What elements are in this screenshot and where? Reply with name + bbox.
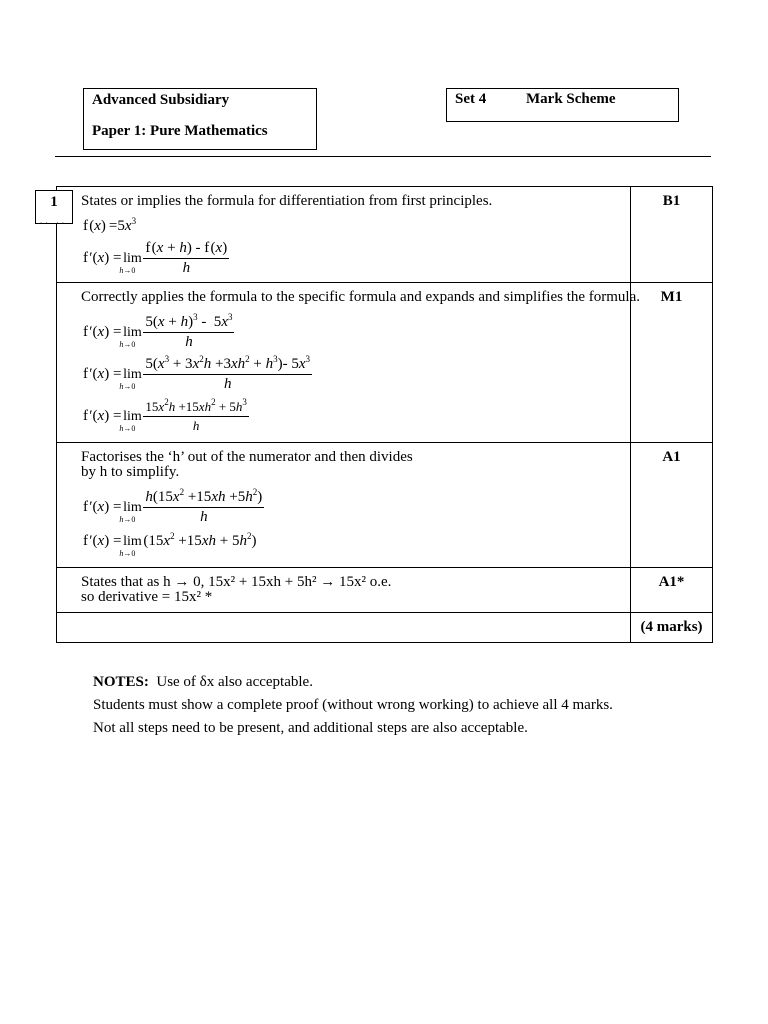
set-label: Set 4 [455, 91, 487, 107]
dotted-marks: .. .. [40, 219, 68, 225]
math-expression: f $(x) =5x^3$ [83, 216, 137, 234]
row-description-line2: by h to simplify. [81, 464, 180, 480]
table-row [57, 613, 713, 643]
qualification-title: Advanced Subsidiary [92, 92, 230, 108]
notes-line1 [93, 674, 313, 691]
paper-title: Paper 1: Pure Mathematics [92, 123, 268, 139]
row-description-line1: Factorises the ‘h’ out of the numerator and then divides [81, 449, 413, 465]
math-expression: f ′(x) = lim h→0 $\frac{5(x + h)^3 - 5x^3}{h}$ [83, 312, 233, 350]
table-row [57, 283, 713, 443]
math-expression: f ′(x) = lim h→0 $\frac{f (x + h) - f (x)}{h}$ [83, 240, 228, 276]
question-number-box [35, 190, 73, 224]
row-description: Correctly applies the formula to the specific formula and expands and simplifies the formula. [81, 289, 640, 305]
working-cell [57, 443, 631, 568]
header-right-box [446, 88, 679, 122]
math-expression: f ′(x) = lim h→0 $\frac{h(15x^2 +15xh +5h^2)}{h}$ [83, 487, 263, 525]
notes-line2: Students must show a complete proof (without wrong working) to achieve all 4 marks. [93, 697, 613, 713]
question-number: 1 [50, 194, 58, 210]
math-expression: f ′(x) = lim h→0 $\frac{5(x^3 + 3x^2h +3xh^2 + h^3)- 5x^3}{h}$ [83, 354, 311, 392]
table-row [57, 443, 713, 568]
mark-scheme-table [56, 186, 713, 643]
total-marks: (4 marks) [631, 613, 713, 643]
mark-code: B1 [631, 187, 713, 283]
row-description-line2: so derivative = 15x² * [81, 589, 213, 605]
mark-code: A1 [631, 443, 713, 568]
math-expression: f ′(x) = lim h→0 $\frac{15x^2h +15xh^2 + 5h^3}{h}$ [83, 397, 247, 433]
working-cell [57, 568, 631, 613]
mark-code: A1* [631, 568, 713, 613]
math-expression: f ′(x) = lim h→0 $(15x^2 +15xh + 5h^2)$ [83, 531, 257, 558]
row-description-line1: States that as h → 0, 15x² + 15xh + 5h² → 15x² o.e. [81, 574, 392, 590]
mark-scheme-title: Mark Scheme [526, 91, 616, 107]
notes-line3: Not all steps need to be present, and additional steps are also acceptable. [93, 720, 528, 736]
notes-text-1: Use of δx also acceptable. [156, 674, 313, 690]
table-row [57, 187, 713, 283]
header-divider [55, 156, 711, 157]
table-row [57, 568, 713, 613]
row-description: States or implies the formula for differentiation from first principles. [81, 193, 493, 209]
empty-cell [57, 613, 631, 643]
mark-code: M1 [631, 283, 713, 443]
working-cell [57, 283, 640, 443]
working-cell [57, 187, 631, 283]
header-left-box [83, 88, 317, 150]
notes-label: NOTES: [93, 674, 149, 690]
